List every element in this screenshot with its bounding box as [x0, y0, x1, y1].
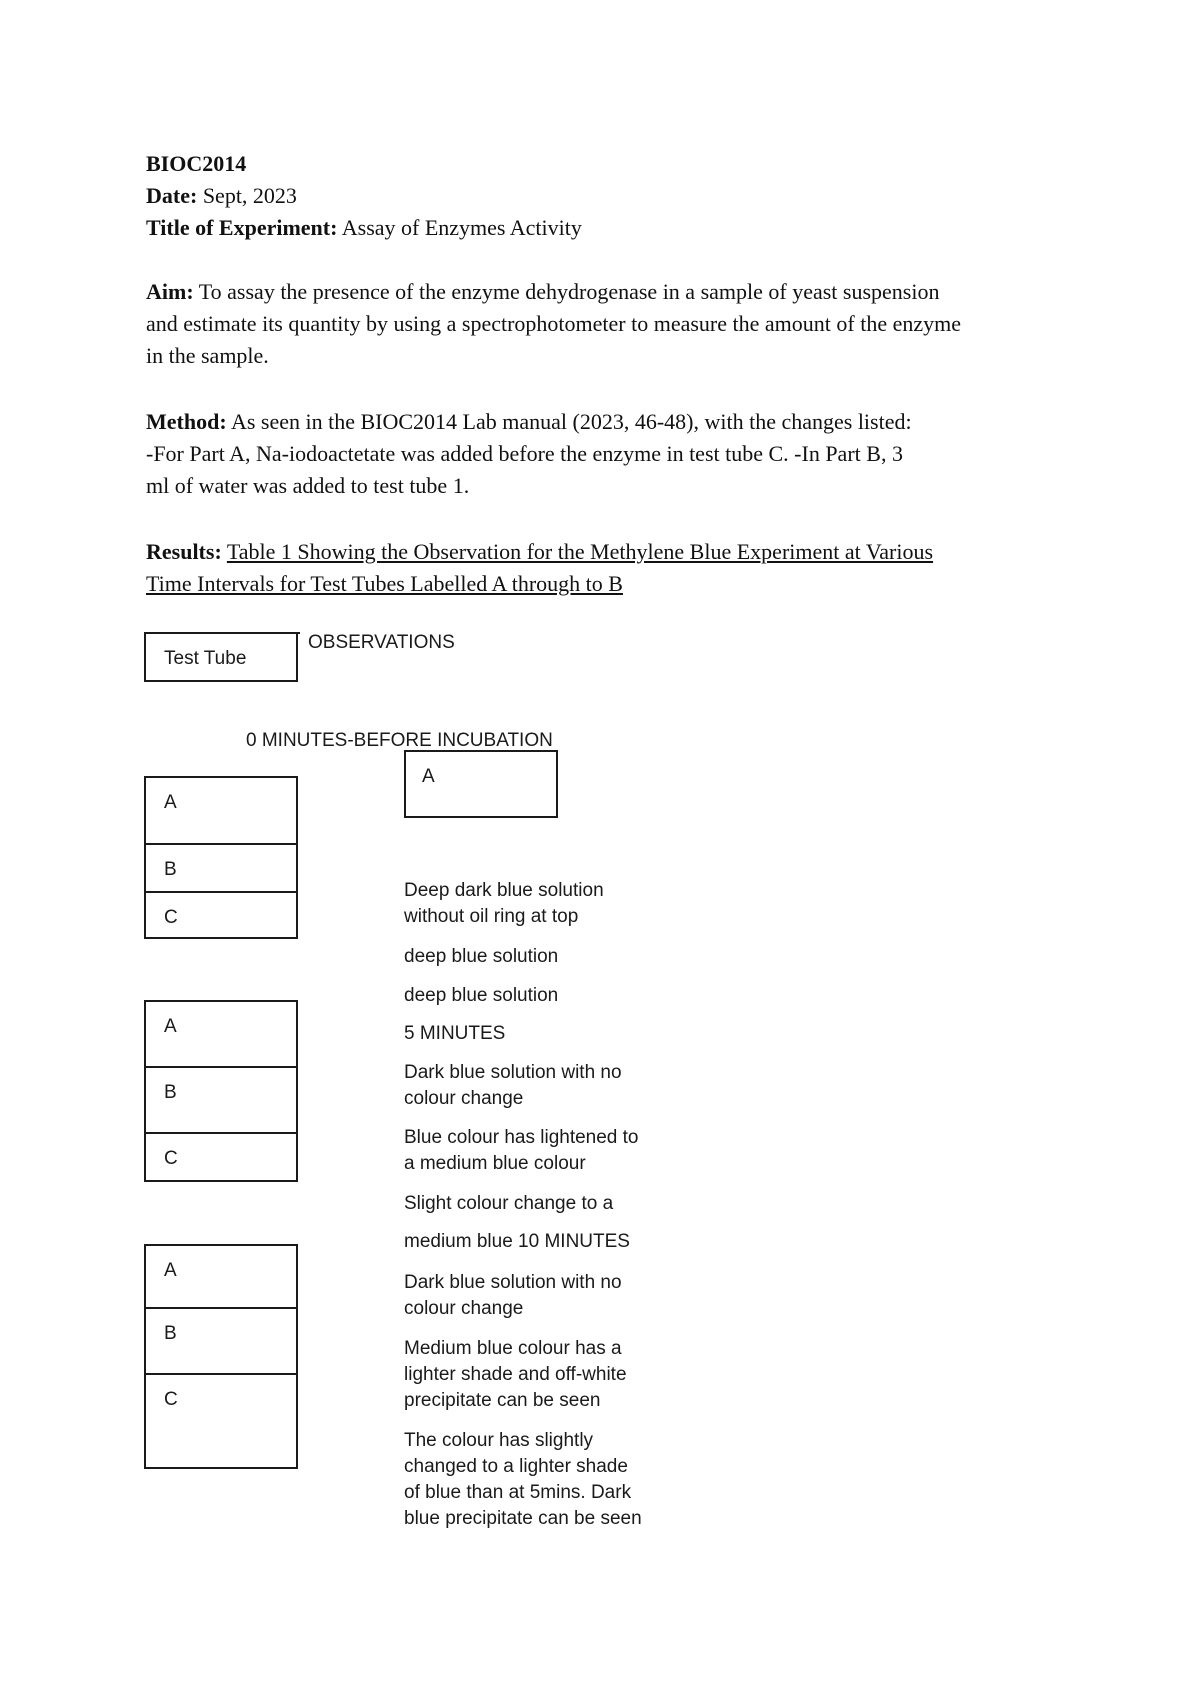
title-label: Title of Experiment:: [146, 215, 338, 240]
time-10-label: medium blue 10 MINUTES: [404, 1231, 630, 1252]
observation-block-10: [404, 1336, 627, 1414]
observation-line: deep blue solution: [404, 946, 559, 967]
method-line-2: -For Part A, Na-iodoactetate was added before the enzyme in test tube C. -In Part B, 3: [146, 441, 903, 466]
aim-section: [146, 276, 1086, 372]
observation-block-6: [404, 1125, 639, 1177]
observation-line: without oil ring at top: [404, 906, 579, 927]
results-line-1: [146, 536, 1086, 568]
method-label: Method:: [146, 409, 227, 434]
date-line: [146, 180, 297, 212]
observation-line: Blue colour has lightened to: [404, 1127, 639, 1148]
observation-line: lighter shade and off-white: [404, 1364, 627, 1385]
observation-line: colour change: [404, 1088, 524, 1109]
time-5-label: 5 MINUTES: [404, 1023, 506, 1044]
group1-label-a: A: [164, 792, 177, 813]
results-section: [146, 536, 1086, 600]
table-caption-2: Time Intervals for Test Tubes Labelled A through to B: [146, 571, 623, 596]
group3-cell-a: [144, 1244, 298, 1309]
group2-cell-b: [144, 1066, 298, 1134]
aim-line-1: [146, 276, 1086, 308]
observation-line: Medium blue colour has a: [404, 1338, 622, 1359]
aim-label: Aim:: [146, 279, 194, 304]
title-line: [146, 212, 582, 244]
observation-line: deep blue solution: [404, 985, 559, 1006]
test-tube-header-cell: [144, 632, 298, 682]
group1-label-c: C: [164, 907, 178, 928]
method-section: [146, 406, 1086, 502]
group3-cell-b: [144, 1307, 298, 1375]
aim-text-1: To assay the presence of the enzyme dehydrogenase in a sample of yeast suspension: [198, 279, 940, 304]
cell-tick: [296, 632, 300, 634]
observation-line: Dark blue solution with no: [404, 1062, 622, 1083]
group3-label-c: C: [164, 1389, 178, 1410]
group2-label-a: A: [164, 1016, 177, 1037]
results-label: Results:: [146, 539, 222, 564]
observation-block-1: [404, 878, 604, 930]
method-line-1: [146, 406, 1086, 438]
group2-label-b: B: [164, 1082, 177, 1103]
date-label: Date:: [146, 183, 198, 208]
date-value: Sept, 2023: [202, 183, 297, 208]
observation-line: Slight colour change to a: [404, 1193, 614, 1214]
observation-line: a medium blue colour: [404, 1153, 586, 1174]
observation-block-11: [404, 1428, 642, 1532]
table-caption-1: Table 1 Showing the Observation for the Methylene Blue Experiment at Various: [226, 539, 934, 564]
observation-line: blue precipitate can be seen: [404, 1508, 642, 1529]
group1-label-b: B: [164, 859, 177, 880]
observation-line: precipitate can be seen: [404, 1390, 601, 1411]
observation-line: Dark blue solution with no: [404, 1272, 622, 1293]
observation-block-8: [404, 1229, 630, 1255]
observation-block-3: [404, 983, 558, 1009]
observation-block-7: [404, 1191, 613, 1217]
observation-block-2: [404, 944, 558, 970]
observations-header: OBSERVATIONS: [308, 632, 455, 653]
observation-line: of blue than at 5mins. Dark: [404, 1482, 632, 1503]
group3-label-a: A: [164, 1260, 177, 1281]
group1-cell-b: [144, 843, 298, 893]
observation-line: changed to a lighter shade: [404, 1456, 628, 1477]
group3-cell-c: [144, 1373, 298, 1469]
observation-block-4: [404, 1021, 505, 1047]
group2-cell-c: [144, 1132, 298, 1182]
observation-block-5: [404, 1060, 622, 1112]
method-line-3: ml of water was added to test tube 1.: [146, 473, 470, 498]
observation-line: The colour has slightly: [404, 1430, 594, 1451]
observation-block-9: [404, 1270, 622, 1322]
observation-cell-a: [404, 750, 558, 818]
course-code: BIOC2014: [146, 151, 247, 176]
group1-cell-c: [144, 891, 298, 939]
aim-line-3: in the sample.: [146, 343, 269, 368]
aim-line-2: and estimate its quantity by using a spectrophotometer to measure the amount of the enzyme: [146, 311, 961, 336]
cell-label-a: A: [422, 766, 435, 787]
group2-cell-a: [144, 1000, 298, 1068]
test-tube-header: Test Tube: [164, 648, 247, 669]
title-value: Assay of Enzymes Activity: [341, 215, 582, 240]
observation-line: Deep dark blue solution: [404, 880, 604, 901]
method-text-1: As seen in the BIOC2014 Lab manual (2023, 46-48), with the changes listed:: [230, 409, 912, 434]
group3-label-b: B: [164, 1323, 177, 1344]
group1-cell-a: [144, 776, 298, 845]
observation-line: colour change: [404, 1298, 524, 1319]
time-0-label: 0 MINUTES-BEFORE INCUBATION: [246, 730, 553, 751]
group2-label-c: C: [164, 1148, 178, 1169]
